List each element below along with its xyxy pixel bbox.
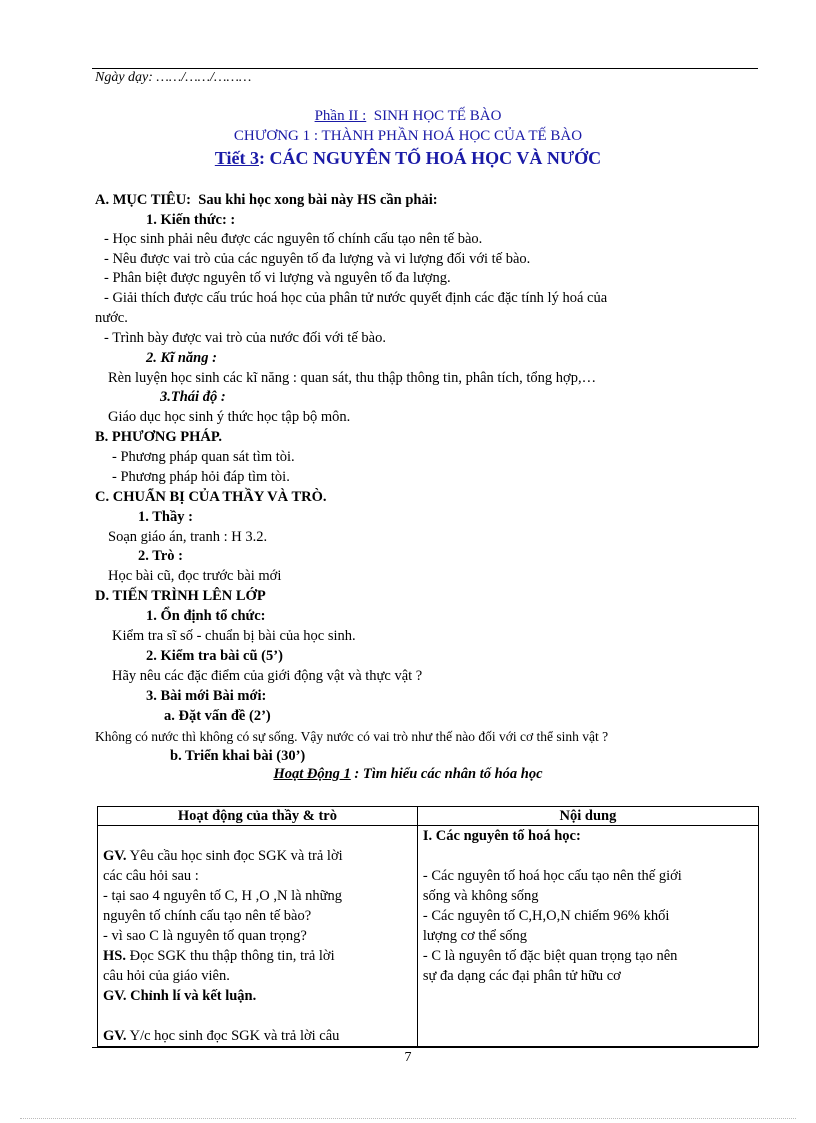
knowledge-item: - Trình bày được vai trò của nước đối với tế bào. bbox=[104, 330, 386, 346]
d1-text: Kiểm tra sĩ số - chuẩn bị bài của học sinh. bbox=[112, 628, 356, 644]
d2-heading: 2. Kiểm tra bài cũ (5’) bbox=[146, 648, 283, 664]
teacher-text: Soạn giáo án, tranh : H 3.2. bbox=[108, 529, 268, 545]
lesson-name: : CÁC NGUYÊN TỐ HOÁ HỌC VÀ NƯỚC bbox=[258, 148, 602, 168]
knowledge-item: nước. bbox=[95, 310, 128, 326]
d3a-text: Không có nước thì không có sự sống. Vậy nước có vai trò như thế nào đối với cơ thể sinh vật ? bbox=[95, 729, 609, 744]
method-item: - Phương pháp quan sát tìm tòi. bbox=[112, 449, 295, 465]
d3a-heading: a. Đặt vấn đề (2’) bbox=[164, 708, 271, 724]
footer-rule bbox=[92, 1047, 758, 1048]
lesson-title bbox=[0, 148, 816, 169]
table-cell-line: I. Các nguyên tố hoá học: bbox=[422, 828, 581, 844]
teaching-date: Ngày dạy: ……/……/……… bbox=[95, 70, 252, 85]
table-cell-line: nguyên tố chính cấu tạo nên tế bào? bbox=[103, 908, 312, 924]
table-cell-line: - C là nguyên tố đặc biệt quan trọng tạo nên bbox=[422, 948, 678, 964]
table-cell-line bbox=[103, 1006, 412, 1026]
activity-title bbox=[0, 766, 816, 783]
header-rule bbox=[92, 68, 758, 69]
chapter-title: CHƯƠNG 1 : THÀNH PHẦN HOÁ HỌC CỦA TẾ BÀO bbox=[233, 128, 583, 144]
speaker-label: HS. bbox=[103, 948, 126, 964]
page-number: 7 bbox=[404, 1050, 412, 1065]
page-edge-rule bbox=[20, 1118, 796, 1119]
knowledge-item: - Nêu được vai trò của các nguyên tố đa lượng và vi lượng đối với tế bào. bbox=[104, 251, 531, 267]
attitude-text: Giáo dục học sinh ý thức học tập bộ môn. bbox=[108, 409, 351, 425]
speaker-label: GV. bbox=[103, 1028, 127, 1044]
content-cell bbox=[417, 826, 758, 1047]
activity-label: Hoạt Động 1 bbox=[273, 766, 351, 782]
table-cell-line bbox=[103, 946, 412, 966]
table-cell-line: - Các nguyên tố hoá học cấu tạo nên thế giới bbox=[422, 868, 682, 884]
table-cell-line: - Các nguyên tố C,H,O,N chiếm 96% khối bbox=[422, 908, 670, 924]
table-header-cell: Nội dung bbox=[417, 807, 758, 826]
table-cell-line: - vì sao C là nguyên tố quan trọng? bbox=[103, 928, 307, 944]
table-row bbox=[98, 826, 759, 1047]
line-text: Yêu cầu học sinh đọc SGK và trả lời bbox=[126, 848, 343, 864]
section-a-intro: Sau khi học xong bài này HS cần phải: bbox=[198, 192, 438, 208]
knowledge-item: - Phân biệt được nguyên tố vi lượng và nguyên tố đa lượng. bbox=[104, 270, 451, 286]
student-text: Học bài cũ, đọc trước bài mới bbox=[108, 568, 282, 584]
activity-name: : Tìm hiểu các nhân tố hóa học bbox=[354, 766, 543, 782]
table-cell-line bbox=[103, 846, 412, 866]
table-cell-line bbox=[103, 826, 412, 846]
d2-text: Hãy nêu các đặc điểm của giới động vật và thực vật ? bbox=[112, 668, 423, 684]
part-title bbox=[0, 108, 816, 125]
d3-heading: 3. Bài mới Bài mới: bbox=[146, 688, 267, 704]
table-header-row bbox=[98, 807, 759, 826]
line-text: Y/c học sinh đọc SGK và trả lời câu bbox=[126, 1028, 340, 1044]
attitude-heading: 3.Thái độ : bbox=[160, 389, 226, 405]
table-cell-line: GV. Chỉnh lí và kết luận. bbox=[103, 988, 257, 1004]
section-a-heading bbox=[95, 192, 438, 209]
table-cell-line: lượng cơ thể sống bbox=[422, 928, 528, 944]
table-cell-line: sự đa dạng các đại phân tử hữu cơ bbox=[422, 968, 621, 984]
teacher-student-activity-cell bbox=[98, 826, 418, 1047]
lesson-label: Tiết 3 bbox=[214, 148, 259, 168]
student-heading: 2. Trò : bbox=[138, 548, 183, 564]
table-header-cell: Hoạt động của thầy & trò bbox=[98, 807, 418, 826]
d3b-heading: b. Triển khai bài (30’) bbox=[170, 748, 306, 764]
speaker-label: GV. bbox=[103, 848, 127, 864]
knowledge-item: - Giải thích được cấu trúc hoá học của phân tử nước quyết định các đặc tính lý hoá của bbox=[104, 290, 608, 306]
section-a-title: A. MỤC TIÊU: bbox=[95, 192, 191, 208]
table-cell-line: câu hỏi của giáo viên. bbox=[103, 968, 230, 984]
skills-text: Rèn luyện học sinh các kĩ năng : quan sát, thu thập thông tin, phân tích, tổng hợp,… bbox=[108, 370, 597, 386]
table-cell-line: các câu hỏi sau : bbox=[103, 868, 199, 884]
activity-table bbox=[97, 806, 759, 1047]
section-b-heading: B. PHƯƠNG PHÁP. bbox=[95, 429, 223, 445]
table-cell-line: - tại sao 4 nguyên tố C, H ,O ,N là những bbox=[103, 888, 343, 904]
line-text: Đọc SGK thu thập thông tin, trả lời bbox=[125, 948, 335, 964]
d1-heading: 1. Ổn định tổ chức: bbox=[146, 608, 266, 624]
knowledge-item: - Học sinh phải nêu được các nguyên tố chính cấu tạo nên tế bào. bbox=[104, 231, 483, 247]
table-cell-line bbox=[103, 1026, 412, 1046]
method-item: - Phương pháp hỏi đáp tìm tòi. bbox=[112, 469, 290, 485]
table-cell-line: sống và không sống bbox=[422, 888, 539, 904]
skills-heading: 2. Kĩ năng : bbox=[146, 350, 217, 366]
table-cell-line bbox=[423, 846, 753, 866]
part-label: Phần II : bbox=[314, 108, 367, 124]
part-name: SINH HỌC TẾ BÀO bbox=[373, 108, 502, 124]
section-c-heading: C. CHUẨN BỊ CỦA THẦY VÀ TRÒ. bbox=[95, 489, 327, 505]
teacher-heading: 1. Thầy : bbox=[138, 509, 193, 525]
section-d-heading: D. TIẾN TRÌNH LÊN LỚP bbox=[95, 588, 266, 604]
knowledge-heading: 1. Kiến thức: : bbox=[146, 212, 236, 228]
